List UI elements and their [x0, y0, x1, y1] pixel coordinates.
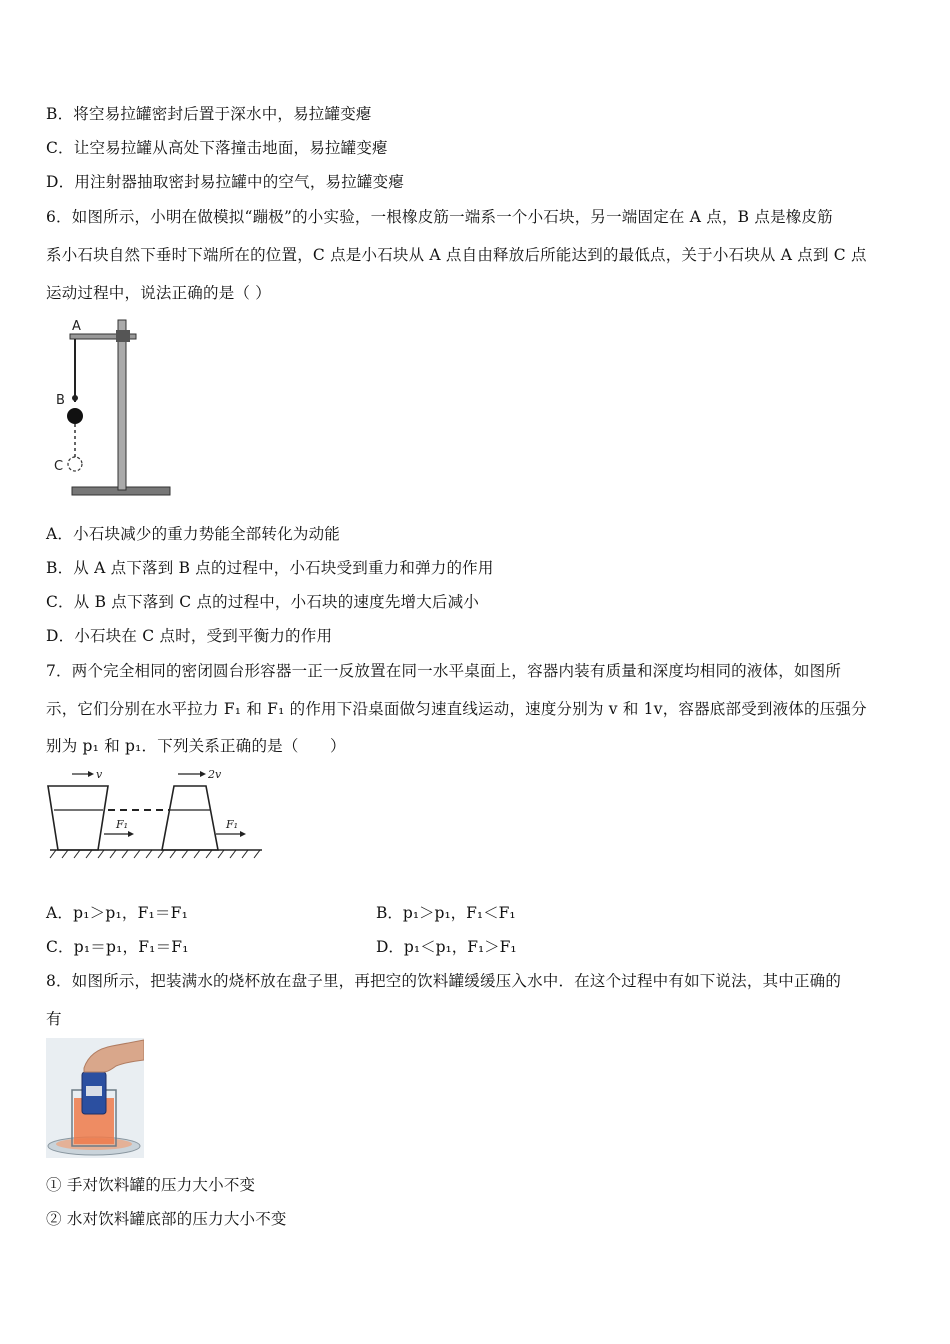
can-label [86, 1086, 102, 1096]
q7-stem-line3: 别为 p₁ 和 p₁．下列关系正确的是（ ） [46, 737, 346, 755]
q8-stem-line2: 有 [46, 1010, 62, 1028]
q5-option-d: D．用注射器抽取密封易拉罐中的空气，易拉罐变瘪 [46, 173, 405, 191]
label-b: B [56, 393, 65, 408]
q7-option-d: D．p₁＜p₁，F₁＞F₁ [376, 938, 517, 956]
q6-option-c: C．从 B 点下落到 C 点的过程中，小石块的速度先增大后减小 [46, 593, 480, 611]
velocity-label-2: 2v [208, 768, 222, 781]
q6-stem-line2: 系小石块自然下垂时下端所在的位置，C 点是小石块从 A 点自由释放后所能达到的最低点，关于小石块从 A 点到 C 点 [46, 246, 867, 264]
frustum-containers-figure [46, 764, 266, 868]
q7-option-a: A．p₁＞p₁，F₁＝F₁ [46, 904, 189, 922]
velocity-arrowhead-2 [200, 771, 206, 777]
q7-option-b: B．p₁＞p₁，F₁＜F₁ [376, 904, 516, 922]
q6-stem-line3: 运动过程中，说法正确的是（ ） [46, 284, 271, 302]
q8-stem-line1: 8．如图所示，把装满水的烧杯放在盘子里，再把空的饮料罐缓缓压入水中．在这个过程中有如下说法，其中正确的 [46, 972, 842, 990]
velocity-arrowhead-1 [88, 771, 94, 777]
beaker-can-photo [46, 1038, 144, 1158]
q5-option-c: C．让空易拉罐从高处下落撞击地面，易拉罐变瘪 [46, 139, 388, 157]
label-a: A [72, 319, 81, 334]
force-label-2: F₁ [226, 818, 239, 831]
label-c: C [54, 459, 64, 474]
q5-option-b: B．将空易拉罐密封后置于深水中，易拉罐变瘪 [46, 105, 372, 123]
force-label-1: F₁ [116, 818, 129, 831]
q6-stem-line1: 6．如图所示，小明在做模拟“蹦极”的小实验，一根橡皮筋一端系一个小石块，另一端固定在 A 点，B 点是橡皮筋 [46, 208, 833, 226]
q7-stem-line1: 7．两个完全相同的密闭圆台形容器一正一反放置在同一水平桌面上，容器内装有质量和深度均相同的液体，如图所 [46, 662, 842, 680]
force-arrowhead-2 [240, 831, 246, 837]
q8-item-1: ① 手对饮料罐的压力大小不变 [46, 1176, 256, 1194]
force-arrowhead-1 [128, 831, 134, 837]
velocity-label-1: v [96, 768, 103, 781]
q6-option-d: D．小石块在 C 点时，受到平衡力的作用 [46, 627, 333, 645]
upright-container [162, 786, 218, 850]
q7-option-c: C．p₁＝p₁，F₁＝F₁ [46, 938, 189, 956]
clamp [116, 330, 130, 342]
bungee-stand-figure [46, 312, 176, 502]
ground-hatch [50, 850, 260, 858]
stone [67, 408, 83, 424]
inverted-container [48, 786, 108, 850]
stone-lowest-position [68, 457, 82, 471]
q6-option-a: A．小石块减少的重力势能全部转化为动能 [46, 525, 340, 543]
point-b-marker [72, 395, 78, 401]
q7-stem-line2: 示，它们分别在水平拉力 F₁ 和 F₁ 的作用下沿桌面做匀速直线运动，速度分别为 v 和 1v，容器底部受到液体的压强分 [46, 700, 867, 718]
q8-item-2: ② 水对饮料罐底部的压力大小不变 [46, 1210, 287, 1228]
stand-pole [118, 320, 126, 490]
q6-option-b: B．从 A 点下落到 B 点的过程中，小石块受到重力和弹力的作用 [46, 559, 494, 577]
